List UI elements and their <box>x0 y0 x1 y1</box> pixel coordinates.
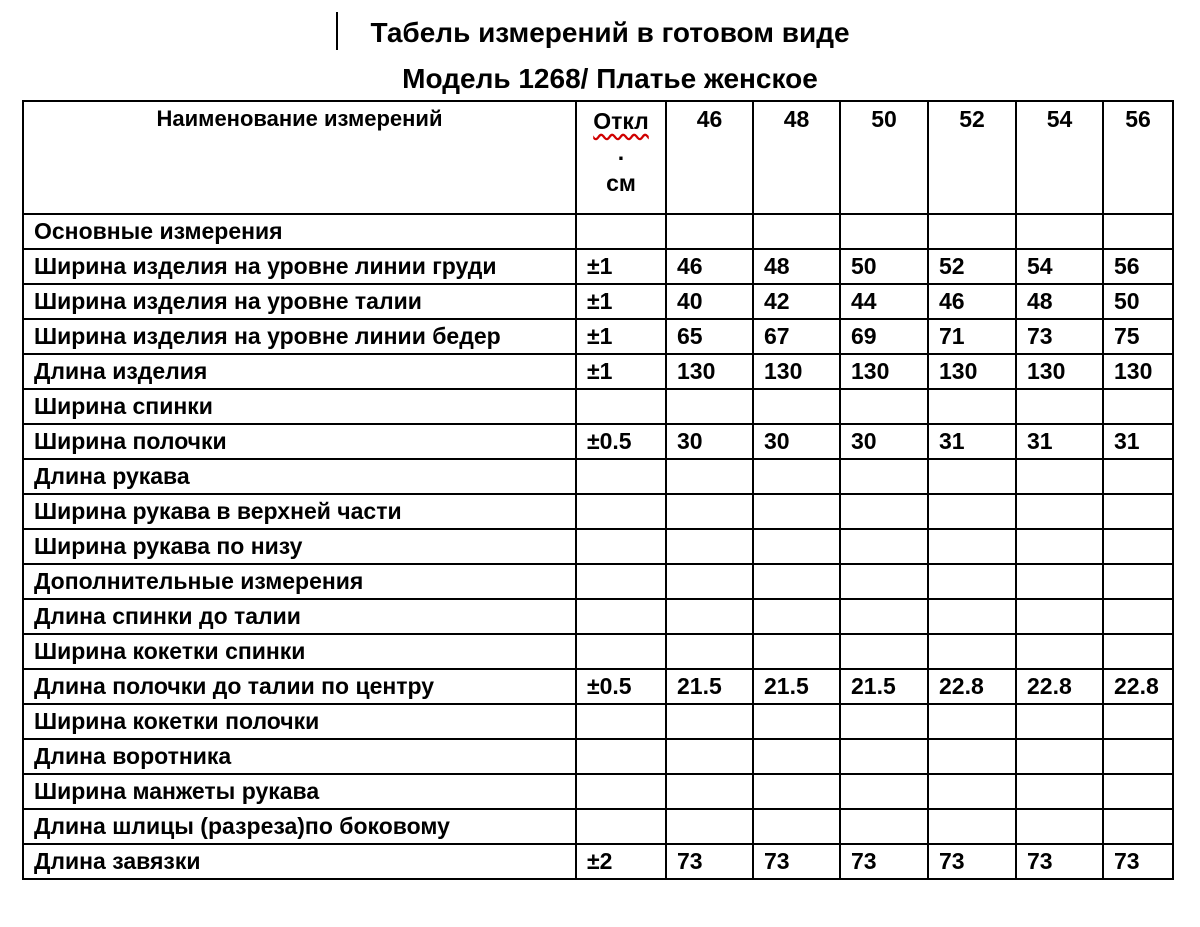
tolerance-cell: ±1 <box>576 284 666 319</box>
measurement-name-cell: Ширина изделия на уровне линии груди <box>23 249 576 284</box>
size-value-cell <box>928 739 1016 774</box>
size-value-cell: 130 <box>666 354 753 389</box>
size-value-cell <box>840 459 928 494</box>
document-title: Табель измерений в готовом виде <box>370 17 850 48</box>
measurement-name-cell: Длина полочки до талии по центру <box>23 669 576 704</box>
size-value-cell <box>928 214 1016 249</box>
table-row <box>23 529 1173 564</box>
size-value-cell: 48 <box>1016 284 1103 319</box>
tolerance-cell <box>576 494 666 529</box>
header-size: 48 <box>753 101 840 214</box>
tolerance-cell <box>576 389 666 424</box>
measurement-name-cell: Длина изделия <box>23 354 576 389</box>
size-value-cell: 30 <box>666 424 753 459</box>
size-value-cell <box>1103 214 1173 249</box>
size-value-cell <box>1016 704 1103 739</box>
table-row <box>23 564 1173 599</box>
size-value-cell: 21.5 <box>753 669 840 704</box>
size-value-cell: 67 <box>753 319 840 354</box>
size-value-cell <box>840 564 928 599</box>
tolerance-cell <box>576 704 666 739</box>
size-value-cell <box>1016 389 1103 424</box>
tolerance-cell <box>576 809 666 844</box>
size-value-cell <box>753 564 840 599</box>
table-row <box>23 249 1173 284</box>
size-value-cell: 73 <box>753 844 840 879</box>
size-value-cell <box>1103 774 1173 809</box>
measurement-name-cell: Длина завязки <box>23 844 576 879</box>
size-value-cell <box>666 494 753 529</box>
measurement-name-cell: Ширина полочки <box>23 424 576 459</box>
size-value-cell <box>928 634 1016 669</box>
size-value-cell: 130 <box>1103 354 1173 389</box>
table-row <box>23 844 1173 879</box>
size-value-cell <box>753 214 840 249</box>
table-row <box>23 739 1173 774</box>
size-value-cell <box>1016 809 1103 844</box>
header-tolerance-dot: . <box>617 139 625 165</box>
size-value-cell: 130 <box>753 354 840 389</box>
size-value-cell <box>1016 634 1103 669</box>
header-tolerance-label: Откл <box>593 108 649 134</box>
size-value-cell: 22.8 <box>1016 669 1103 704</box>
size-value-cell: 31 <box>928 424 1016 459</box>
size-value-cell <box>753 704 840 739</box>
header-measurement-name: Наименование измерений <box>23 101 576 214</box>
size-value-cell: 42 <box>753 284 840 319</box>
measurement-name-cell: Ширина изделия на уровне талии <box>23 284 576 319</box>
size-value-cell: 73 <box>666 844 753 879</box>
tolerance-cell <box>576 774 666 809</box>
table-row <box>23 704 1173 739</box>
size-value-cell <box>928 389 1016 424</box>
size-value-cell <box>928 494 1016 529</box>
size-value-cell <box>753 634 840 669</box>
size-value-cell: 30 <box>840 424 928 459</box>
size-value-cell: 73 <box>1016 319 1103 354</box>
header-row <box>23 101 1173 214</box>
size-value-cell: 31 <box>1016 424 1103 459</box>
tolerance-cell <box>576 564 666 599</box>
size-value-cell: 22.8 <box>928 669 1016 704</box>
table-row <box>23 354 1173 389</box>
size-value-cell <box>666 459 753 494</box>
measurement-name-cell: Ширина кокетки полочки <box>23 704 576 739</box>
tolerance-cell: ±2 <box>576 844 666 879</box>
size-value-cell <box>1016 214 1103 249</box>
size-value-cell: 22.8 <box>1103 669 1173 704</box>
size-value-cell: 21.5 <box>840 669 928 704</box>
size-value-cell <box>753 774 840 809</box>
size-value-cell <box>1016 459 1103 494</box>
measurement-name-cell: Длина воротника <box>23 739 576 774</box>
size-value-cell: 46 <box>666 249 753 284</box>
measurement-name-cell: Дополнительные измерения <box>23 564 576 599</box>
size-value-cell: 75 <box>1103 319 1173 354</box>
size-value-cell <box>753 809 840 844</box>
size-value-cell <box>928 809 1016 844</box>
tolerance-cell: ±1 <box>576 249 666 284</box>
measurement-name-cell: Ширина изделия на уровне линии бедер <box>23 319 576 354</box>
size-value-cell <box>840 704 928 739</box>
table-row <box>23 284 1173 319</box>
text-cursor <box>336 12 338 50</box>
size-value-cell <box>840 214 928 249</box>
size-value-cell <box>840 634 928 669</box>
size-value-cell <box>1016 599 1103 634</box>
size-value-cell <box>928 564 1016 599</box>
size-value-cell <box>840 739 928 774</box>
size-value-cell <box>840 774 928 809</box>
size-value-cell: 130 <box>1016 354 1103 389</box>
measurement-name-cell: Длина рукава <box>23 459 576 494</box>
size-value-cell <box>1103 739 1173 774</box>
table-row <box>23 319 1173 354</box>
size-value-cell <box>666 809 753 844</box>
table-row <box>23 459 1173 494</box>
size-value-cell <box>928 459 1016 494</box>
table-row <box>23 774 1173 809</box>
size-value-cell <box>1103 529 1173 564</box>
measurement-name-cell: Длина шлицы (разреза)по боковому <box>23 809 576 844</box>
header-tolerance-unit: см <box>606 170 636 196</box>
size-value-cell <box>753 494 840 529</box>
size-value-cell <box>1103 494 1173 529</box>
size-value-cell: 130 <box>928 354 1016 389</box>
size-value-cell <box>840 809 928 844</box>
size-value-cell <box>666 564 753 599</box>
size-value-cell: 56 <box>1103 249 1173 284</box>
document-subtitle: Модель 1268/ Платье женское <box>402 63 818 94</box>
size-value-cell <box>928 704 1016 739</box>
tolerance-cell <box>576 214 666 249</box>
table-row <box>23 634 1173 669</box>
size-value-cell: 130 <box>840 354 928 389</box>
size-value-cell: 73 <box>1016 844 1103 879</box>
size-value-cell: 73 <box>928 844 1016 879</box>
header-size: 56 <box>1103 101 1173 214</box>
measurement-name-cell: Ширина спинки <box>23 389 576 424</box>
size-value-cell <box>840 494 928 529</box>
header-size: 54 <box>1016 101 1103 214</box>
size-value-cell <box>840 599 928 634</box>
size-value-cell: 31 <box>1103 424 1173 459</box>
size-value-cell: 44 <box>840 284 928 319</box>
size-value-cell <box>1016 564 1103 599</box>
size-value-cell: 50 <box>840 249 928 284</box>
tolerance-cell <box>576 529 666 564</box>
size-value-cell: 73 <box>1103 844 1173 879</box>
size-value-cell: 30 <box>753 424 840 459</box>
measurement-table <box>22 100 1174 880</box>
table-row <box>23 669 1173 704</box>
header-size: 52 <box>928 101 1016 214</box>
tolerance-cell <box>576 634 666 669</box>
size-value-cell <box>1103 809 1173 844</box>
size-value-cell: 73 <box>840 844 928 879</box>
size-value-cell <box>1103 599 1173 634</box>
size-value-cell <box>666 599 753 634</box>
size-value-cell <box>928 599 1016 634</box>
size-value-cell <box>1103 564 1173 599</box>
size-value-cell: 21.5 <box>666 669 753 704</box>
table-row <box>23 809 1173 844</box>
tolerance-cell: ±1 <box>576 319 666 354</box>
size-value-cell <box>666 774 753 809</box>
tolerance-cell: ±0.5 <box>576 669 666 704</box>
measurement-name-cell: Ширина рукава по низу <box>23 529 576 564</box>
size-value-cell <box>666 704 753 739</box>
table-row <box>23 214 1173 249</box>
tolerance-cell <box>576 739 666 774</box>
size-value-cell <box>666 529 753 564</box>
tolerance-cell: ±0.5 <box>576 424 666 459</box>
measurement-name-cell: Ширина рукава в верхней части <box>23 494 576 529</box>
size-value-cell <box>928 529 1016 564</box>
size-value-cell: 46 <box>928 284 1016 319</box>
table-row <box>23 389 1173 424</box>
size-value-cell <box>1016 774 1103 809</box>
size-value-cell <box>666 214 753 249</box>
measurement-name-cell: Основные измерения <box>23 214 576 249</box>
measurement-name-cell: Ширина манжеты рукава <box>23 774 576 809</box>
size-value-cell: 40 <box>666 284 753 319</box>
size-value-cell <box>753 529 840 564</box>
size-value-cell: 50 <box>1103 284 1173 319</box>
measurement-table-body <box>23 101 1173 879</box>
table-row <box>23 424 1173 459</box>
header-size: 50 <box>840 101 928 214</box>
size-value-cell <box>666 389 753 424</box>
size-value-cell <box>840 529 928 564</box>
tolerance-cell <box>576 459 666 494</box>
tolerance-cell: ±1 <box>576 354 666 389</box>
table-row <box>23 599 1173 634</box>
size-value-cell: 71 <box>928 319 1016 354</box>
size-value-cell <box>1103 389 1173 424</box>
header-size: 46 <box>666 101 753 214</box>
size-value-cell <box>753 459 840 494</box>
size-value-cell <box>1103 704 1173 739</box>
size-value-cell: 52 <box>928 249 1016 284</box>
size-value-cell: 69 <box>840 319 928 354</box>
size-value-cell <box>840 389 928 424</box>
size-value-cell <box>666 634 753 669</box>
size-value-cell <box>753 739 840 774</box>
tolerance-cell <box>576 599 666 634</box>
size-value-cell <box>928 774 1016 809</box>
size-value-cell: 54 <box>1016 249 1103 284</box>
header-tolerance <box>576 101 666 214</box>
measurement-name-cell: Длина спинки до талии <box>23 599 576 634</box>
size-value-cell <box>1016 739 1103 774</box>
size-value-cell <box>753 599 840 634</box>
size-value-cell <box>666 739 753 774</box>
size-value-cell: 48 <box>753 249 840 284</box>
measurement-name-cell: Ширина кокетки спинки <box>23 634 576 669</box>
table-row <box>23 494 1173 529</box>
size-value-cell <box>1016 494 1103 529</box>
size-value-cell <box>1016 529 1103 564</box>
size-value-cell <box>1103 459 1173 494</box>
size-value-cell <box>1103 634 1173 669</box>
size-value-cell <box>753 389 840 424</box>
size-value-cell: 65 <box>666 319 753 354</box>
